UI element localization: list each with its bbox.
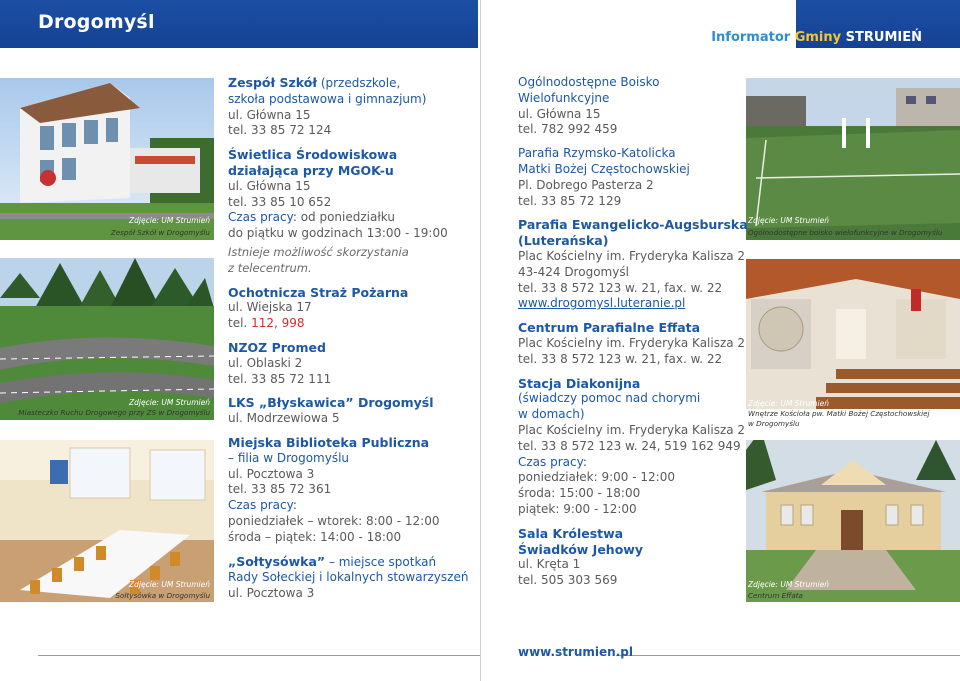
photo-caption: Miasteczko Ruchu Drogowego przy ZS w Drogomyślu — [18, 408, 210, 417]
zs-heading — [228, 75, 468, 92]
mbp-title: Miejska Biblioteka Publiczna — [228, 434, 430, 450]
sd-hours-label: Czas pracy: — [518, 454, 587, 469]
traffic-town-image — [0, 258, 214, 420]
lks-address: ul. Modrzewiowa 5 — [228, 411, 340, 426]
photo-school — [0, 78, 214, 240]
page-title: Drogomyśl — [38, 11, 155, 33]
photo-credit: Zdjęcie: UM Strumień — [748, 580, 829, 589]
soltysowka-interior-image — [0, 440, 214, 602]
photo-sports-field — [746, 78, 960, 240]
photo-traffic-town — [0, 258, 214, 420]
lks-title: LKS „Błyskawica” Drogomyśl — [228, 395, 434, 411]
rk-address: Pl. Dobrego Pasterza 2 — [518, 177, 654, 192]
publication-title — [711, 30, 922, 45]
boisko-address: ul. Główna 15 — [518, 106, 601, 121]
nzoz-address: ul. Oblaski 2 — [228, 355, 303, 370]
church-interior-image — [746, 259, 960, 409]
rk-phone: tel. 33 85 72 129 — [518, 193, 622, 208]
mbp-hours-1: poniedziałek – wtorek: 8:00 - 12:00 — [228, 513, 440, 528]
sd-hours-1: poniedziałek: 9:00 - 12:00 — [518, 470, 675, 485]
sk-title-2: Świadków Jehowy — [518, 541, 643, 557]
sw-note-1: Istnieje możliwość skorzystania — [228, 244, 409, 259]
zs-title-rest: (przedszkole, — [317, 76, 401, 90]
sw-title-1: Świetlica Środowiskowa — [228, 147, 398, 163]
zs-phone: tel. 33 85 72 124 — [228, 123, 332, 138]
centrum-effata-image — [746, 440, 960, 602]
ew-website-link[interactable]: www.drogomysl.luteranie.pl — [518, 296, 686, 311]
zs-address: ul. Główna 15 — [228, 107, 311, 122]
ew-phone: tel. 33 8 572 123 w. 21, fax. w. 22 — [518, 280, 723, 295]
sw-address: ul. Główna 15 — [228, 178, 311, 193]
gminy-word: Gminy — [794, 30, 842, 45]
osp-address: ul. Wiejska 17 — [228, 300, 312, 315]
sd-address: Plac Kościelny im. Fryderyka Kalisza 2 — [518, 422, 746, 437]
sk-title-1: Sala Królestwa — [518, 525, 624, 541]
photo-credit: Zdjęcie: UM Strumień — [129, 398, 210, 407]
mbp-hours-2: środa – piątek: 14:00 - 18:00 — [228, 529, 402, 544]
rk-title-1: Parafia Rzymsko-Katolicka — [518, 146, 676, 161]
footer-website-link[interactable]: www.strumien.pl — [518, 645, 633, 659]
photo-church-interior — [746, 259, 960, 429]
photo-caption-line-2: w Drogomyślu — [748, 419, 800, 428]
photo-caption: Sołtysówka w Drogomyślu — [115, 591, 210, 600]
ew-address-1: Plac Kościelny im. Fryderyka Kalisza 2 — [518, 248, 746, 263]
footer-rule-left — [38, 655, 480, 656]
page-fold — [480, 0, 481, 681]
mbp-phone: tel. 33 85 72 361 — [228, 482, 332, 497]
rk-title-2: Matki Bożej Częstochowskiej — [518, 161, 690, 176]
ef-phone: tel. 33 8 572 123 w. 21, fax. w. 22 — [518, 351, 723, 366]
sw-note-2: z telecentrum. — [228, 260, 312, 275]
mbp-hours-label: Czas pracy: — [228, 498, 297, 513]
ew-title-2: (Luterańska) — [518, 233, 609, 249]
sw-phone: tel. 33 85 10 652 — [228, 194, 332, 209]
osp-phone-label: tel. — [228, 316, 252, 331]
sol-title: „Sołtysówka” — [228, 553, 326, 569]
sw-title-2: działająca przy MGOK-u — [228, 162, 394, 178]
sol-address: ul. Pocztowa 3 — [228, 586, 315, 601]
sol-title-rest: – miejsce spotkań — [325, 554, 437, 569]
sw-hours-1: od poniedziałku — [296, 210, 395, 225]
osp-title: Ochotnicza Straż Pożarna — [228, 284, 409, 300]
ef-title: Centrum Parafialne Effata — [518, 320, 701, 336]
header-banner-left — [0, 0, 478, 48]
sw-hours-line-1 — [228, 210, 468, 226]
sol-line2: Rady Sołeckiej i lokalnych stowarzyszeń — [228, 570, 469, 585]
photo-credit: Zdjęcie: UM Strumień — [748, 216, 829, 225]
photo-credit: Zdjęcie: UM Strumień — [129, 216, 210, 225]
right-column-directory — [518, 75, 748, 589]
photo-caption-line-1: Wnętrze Kościoła pw. Matki Bożej Częstochowskiej — [748, 409, 930, 418]
strumien-word: STRUMIEŃ — [845, 30, 922, 45]
photo-caption: Zespół Szkół w Drogomyślu — [110, 228, 210, 237]
osp-phone-998: 998 — [281, 316, 305, 331]
left-column-directory — [228, 75, 468, 602]
osp-phone — [228, 316, 468, 332]
photo-centrum-effata — [746, 440, 960, 602]
sd-phone: tel. 33 8 572 123 w. 24, 519 162 949 — [518, 438, 741, 453]
informator-word: Informator — [711, 30, 791, 45]
sw-hours-2: do piątku w godzinach 13:00 - 19:00 — [228, 226, 448, 241]
photo-credit: Zdjęcie: UM Strumień — [748, 399, 829, 408]
photo-caption: Ogólnodostępne boisko wielofunkcyjne w Drogomyślu — [748, 228, 943, 237]
sd-title: Stacja Diakonijna — [518, 375, 641, 391]
sk-address: ul. Kręta 1 — [518, 557, 581, 572]
sk-phone: tel. 505 303 569 — [518, 573, 618, 588]
boisko-title-2: Wielofunkcyjne — [518, 90, 610, 105]
ew-address-2: 43-424 Drogomyśl — [518, 264, 629, 279]
zs-line2: szkoła podstawowa i gimnazjum) — [228, 91, 427, 106]
osp-phone-sep: , — [273, 316, 282, 331]
ef-address: Plac Kościelny im. Fryderyka Kalisza 2 — [518, 335, 746, 350]
photo-credit: Zdjęcie: UM Strumień — [129, 580, 210, 589]
zs-title: Zespół Szkół — [228, 75, 317, 90]
boisko-title-1: Ogólnodostępne Boisko — [518, 75, 660, 89]
footer-rule-right — [616, 655, 960, 656]
mbp-address: ul. Pocztowa 3 — [228, 466, 315, 481]
ew-title-1: Parafia Ewangelicko-Augsburska — [518, 217, 748, 233]
sd-hours-2: środa: 15:00 - 18:00 — [518, 486, 641, 501]
photo-caption: Centrum Effata — [748, 591, 803, 600]
sd-subtitle-1: (świadczy pomoc nad chorymi — [518, 391, 701, 406]
osp-phone-112: 112 — [251, 316, 274, 331]
sd-hours-3: piątek: 9:00 - 12:00 — [518, 501, 637, 516]
sol-heading — [228, 554, 468, 571]
photo-soltysowka — [0, 440, 214, 602]
sd-subtitle-2: w domach) — [518, 407, 585, 422]
sw-hours-label: Czas pracy: — [228, 210, 297, 225]
nzoz-phone: tel. 33 85 72 111 — [228, 371, 332, 386]
boisko-phone: tel. 782 992 459 — [518, 122, 618, 137]
mbp-subtitle: – filia w Drogomyślu — [228, 450, 350, 465]
nzoz-title: NZOZ Promed — [228, 339, 326, 355]
